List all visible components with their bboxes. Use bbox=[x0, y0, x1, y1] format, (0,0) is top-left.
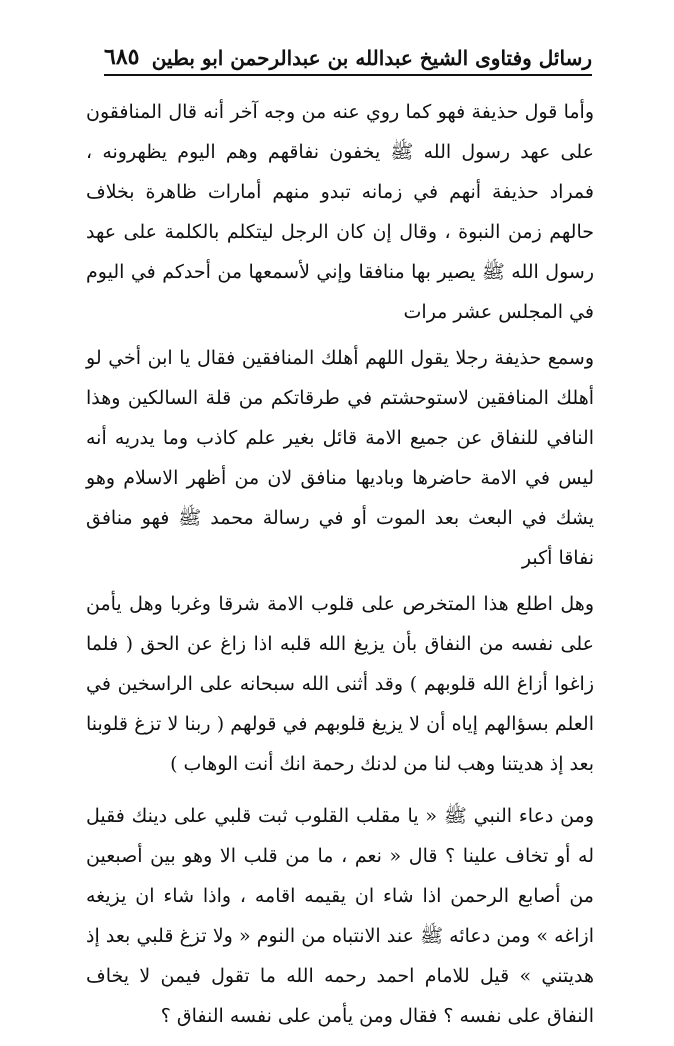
paragraph-destroy-hypocrites: وسمع حذيفة رجلا يقول اللهم أهلك المنافقين فقال يا ابن أخي لو أهلك المنافقين لاستوحشتم في طرقاتكم من قلة السالكين وهذا النافي للنفاق عن جميع الامة قائل بغير علم كاذب وما يدريه أنه ليس في الامة حاضرها وباديها منافق لان من أظهر الاسلام وهو يشك في البعث بعد الموت أو في رسالة محمد ﷺ فهو منافق نفاقا أكبر bbox=[86, 347, 594, 569]
paragraph-prophet-supplication: ومن دعاء النبي ﷺ « يا مقلب القلوب ثبت قلبي على دينك فقيل له أو تخاف علينا ؟ قال « نعم ، ما من قلب الا وهو بين أصبعين من أصابع الرحمن اذا شاء ان يقيمه اقامه ، واذا شاء ان يزيغه ازاغه » ومن دعائه ﷺ عند الانتباه من النوم « ولا تزغ قلبي بعد إذ هديتني » قيل للامام احمد رحمه الله ما تقول فيمن لا يخاف النفاق على نفسه ؟ فقال ومن يأمن على نفسه النفاق ؟ bbox=[86, 805, 594, 1027]
body-text bbox=[86, 92, 594, 1036]
running-header-title: رسائل وفتاوى الشيخ عبدالله بن عبدالرحمن ابو بطين bbox=[151, 46, 592, 70]
paragraph-hearts-deviation: وهل اطلع هذا المتخرص على قلوب الامة شرقا وغربا وهل يأمن على نفسه من النفاق بأن يزيغ الله قلبه اذا زاغ عن الحق ( فلما زاغوا أزاغ الله قلوبهم ) وقد أثنى الله سبحانه على الراسخين في العلم بسؤالهم إياه أن لا يزيغ قلوبهم في قولهم ( ربنا لا تزغ قلوبنا بعد إذ هديتنا وهب لنا من لدنك رحمة انك أنت الوهاب ) bbox=[86, 593, 594, 775]
paragraph-hudhayfa-saying: وأما قول حذيفة فهو كما روي عنه من وجه آخر أنه قال المنافقون على عهد رسول الله ﷺ يخفون نفاقهم وهم اليوم يظهرونه ، فمراد حذيفة أنهم في زمانه تبدو منهم أمارات ظاهرة بخلاف حالهم زمن النبوة ، وقال إن كان الرجل ليتكلم بالكلمة على عهد رسول الله ﷺ يصير بها منافقا وإني لأسمعها من أحدكم في اليوم في المجلس عشر مرات bbox=[86, 101, 594, 323]
page-header bbox=[104, 40, 592, 76]
page-number: ٦٨٥ bbox=[104, 44, 140, 70]
